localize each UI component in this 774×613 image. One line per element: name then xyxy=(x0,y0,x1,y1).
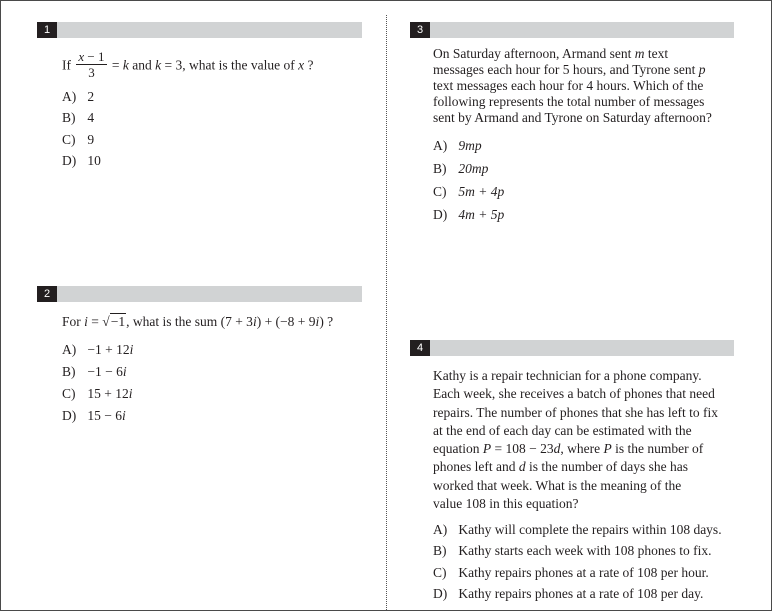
q3-choice-b[interactable] xyxy=(433,160,488,178)
choice-text: 2 xyxy=(87,89,95,104)
question-4-header-bar xyxy=(410,340,734,356)
q4-line-4: at the end of each day can be estimated with the xyxy=(433,422,692,438)
question-1-stem xyxy=(62,51,362,82)
choice-letter: B) xyxy=(62,110,76,125)
q2-i-var: i xyxy=(84,314,88,329)
choice-letter: B) xyxy=(433,161,447,176)
question-3-header-bar xyxy=(410,22,734,38)
q4-line-8: value 108 in this equation? xyxy=(433,496,579,512)
q3-line-5: sent by Armand and Tyrone on Saturday afternoon? xyxy=(433,110,712,125)
q2-for: For xyxy=(62,314,85,329)
choice-var: i xyxy=(128,386,133,401)
q4-line-7: worked that week. What is the meaning of the xyxy=(433,477,682,493)
choice-text: 4m + 5p xyxy=(458,207,505,222)
q2-choice-c[interactable] xyxy=(62,385,133,403)
q4-line-5 xyxy=(433,440,753,458)
choice-text: 20mp xyxy=(458,161,489,176)
choice-text: 15 − 6 xyxy=(87,408,122,423)
question-1-number: 1 xyxy=(37,22,57,38)
q3-line-2-text: messages each hour for 5 hours, and Tyrone sent xyxy=(433,62,699,77)
q4-where: , where xyxy=(560,441,604,457)
choice-text: Kathy will complete the repairs within 108 days. xyxy=(458,522,722,537)
q3-p-var: p xyxy=(698,62,706,77)
choice-text: −1 − 6 xyxy=(87,364,123,379)
q1-x-var-2: x xyxy=(298,57,305,73)
choice-text: Kathy repairs phones at a rate of 108 per day. xyxy=(458,586,704,601)
choice-letter: B) xyxy=(433,543,447,558)
q4-d-var: d xyxy=(553,441,561,457)
q1-k-var-2: k xyxy=(155,57,162,73)
q3-line-2 xyxy=(433,62,753,78)
q2-i-var-3: i xyxy=(315,314,320,329)
choice-text: 9mp xyxy=(458,138,482,153)
q4-is-number-of: is the number of xyxy=(611,441,704,457)
q2-choice-a[interactable] xyxy=(62,341,133,359)
radical-sign-icon: √ xyxy=(102,314,110,329)
q4-choice-d[interactable] xyxy=(433,585,703,603)
question-4-number: 4 xyxy=(410,340,430,356)
choice-letter: A) xyxy=(433,522,448,537)
q2-i-var-2: i xyxy=(252,314,257,329)
choice-text: 4 xyxy=(87,110,95,125)
choice-var: i xyxy=(122,408,126,423)
q1-choice-d[interactable] xyxy=(62,152,101,170)
q3-m-var: m xyxy=(634,46,645,61)
q1-question-mark: ? xyxy=(304,57,314,73)
q4-line-3: repairs. The number of phones that she has left to fix xyxy=(433,404,719,420)
q3-choice-a[interactable] xyxy=(433,137,482,155)
q2-text-3: ) ? xyxy=(319,314,334,329)
choice-text: Kathy repairs phones at a rate of 108 per hour. xyxy=(458,565,709,580)
q4-d-var-2: d xyxy=(518,459,526,475)
q1-if: If xyxy=(62,57,71,73)
q1-fraction-numerator xyxy=(76,49,106,65)
column-divider xyxy=(386,15,387,610)
q1-x-var: x xyxy=(78,49,85,64)
q1-choice-a[interactable] xyxy=(62,88,94,106)
choice-letter: C) xyxy=(62,386,76,401)
choice-text: 10 xyxy=(87,153,101,168)
q4-line-1: Kathy is a repair technician for a phone company. xyxy=(433,368,702,383)
choice-var: i xyxy=(122,364,127,379)
q3-line-4: following represents the total number of messages xyxy=(433,94,705,109)
choice-letter: A) xyxy=(433,138,448,153)
q1-fraction-denominator: 3 xyxy=(88,65,95,80)
q4-equation-mid: = 108 − 23 xyxy=(491,441,554,457)
question-4-stem xyxy=(433,367,753,513)
choice-letter: C) xyxy=(433,184,447,199)
q3-choice-d[interactable] xyxy=(433,206,504,224)
q1-and: and xyxy=(128,57,156,73)
q4-line-2: Each week, she receives a batch of phones that need xyxy=(433,386,715,402)
choice-var: i xyxy=(129,342,134,357)
q2-text-1: , what is the sum (7 + 3 xyxy=(126,314,253,329)
q1-num-rest: − 1 xyxy=(84,49,105,64)
choice-letter: D) xyxy=(433,586,448,601)
q1-fraction xyxy=(76,49,106,80)
choice-letter: B) xyxy=(62,364,76,379)
q3-line-1-text: On Saturday afternoon, Armand sent xyxy=(433,46,635,61)
choice-text: 15 + 12 xyxy=(87,386,129,401)
question-2-number: 2 xyxy=(37,286,57,302)
q4-line-6 xyxy=(433,458,753,476)
q4-choice-a[interactable] xyxy=(433,521,722,539)
q1-choice-b[interactable] xyxy=(62,109,94,127)
q4-P-var-2: P xyxy=(603,441,612,457)
choice-text: −1 + 12 xyxy=(87,342,130,357)
choice-text: Kathy starts each week with 108 phones to fix. xyxy=(458,543,712,558)
q4-P-var: P xyxy=(482,441,492,457)
choice-letter: D) xyxy=(433,207,448,222)
q2-square-root xyxy=(102,313,126,331)
choice-letter: A) xyxy=(62,89,77,104)
choice-letter: C) xyxy=(62,132,76,147)
q1-question-text: = 3, what is the value of xyxy=(161,57,299,73)
q3-line-1 xyxy=(433,46,753,62)
q1-equals: = xyxy=(108,57,123,73)
choice-letter: D) xyxy=(62,153,77,168)
q2-radicand: −1 xyxy=(110,314,126,329)
q3-line-3: text messages each hour for 4 hours. Which of the xyxy=(433,78,704,93)
q4-equation-word: equation xyxy=(433,441,483,457)
question-1-header-bar xyxy=(37,22,362,38)
choice-letter: D) xyxy=(62,408,77,423)
choice-text: 5m + 4p xyxy=(458,184,505,199)
q2-choice-d[interactable] xyxy=(62,407,126,425)
q2-text-2: ) + (−8 + 9 xyxy=(256,314,316,329)
q1-k-var: k xyxy=(122,57,129,73)
choice-letter: C) xyxy=(433,565,447,580)
q2-equals: = xyxy=(87,314,103,329)
q4-choice-c[interactable] xyxy=(433,564,709,582)
q2-choice-b[interactable] xyxy=(62,363,127,381)
q4-phones-left: phones left and xyxy=(433,459,519,475)
q3-choice-c[interactable] xyxy=(433,183,504,201)
question-2-header-bar xyxy=(37,286,362,302)
question-3-number: 3 xyxy=(410,22,430,38)
choice-letter: A) xyxy=(62,342,77,357)
choice-text: 9 xyxy=(87,132,95,147)
q4-choice-b[interactable] xyxy=(433,542,711,560)
q1-choice-c[interactable] xyxy=(62,131,94,149)
q4-days-text: is the number of days she has xyxy=(525,459,688,475)
question-3-stem xyxy=(433,46,753,126)
question-2-stem xyxy=(62,313,382,331)
q3-text-word: text xyxy=(644,46,669,61)
